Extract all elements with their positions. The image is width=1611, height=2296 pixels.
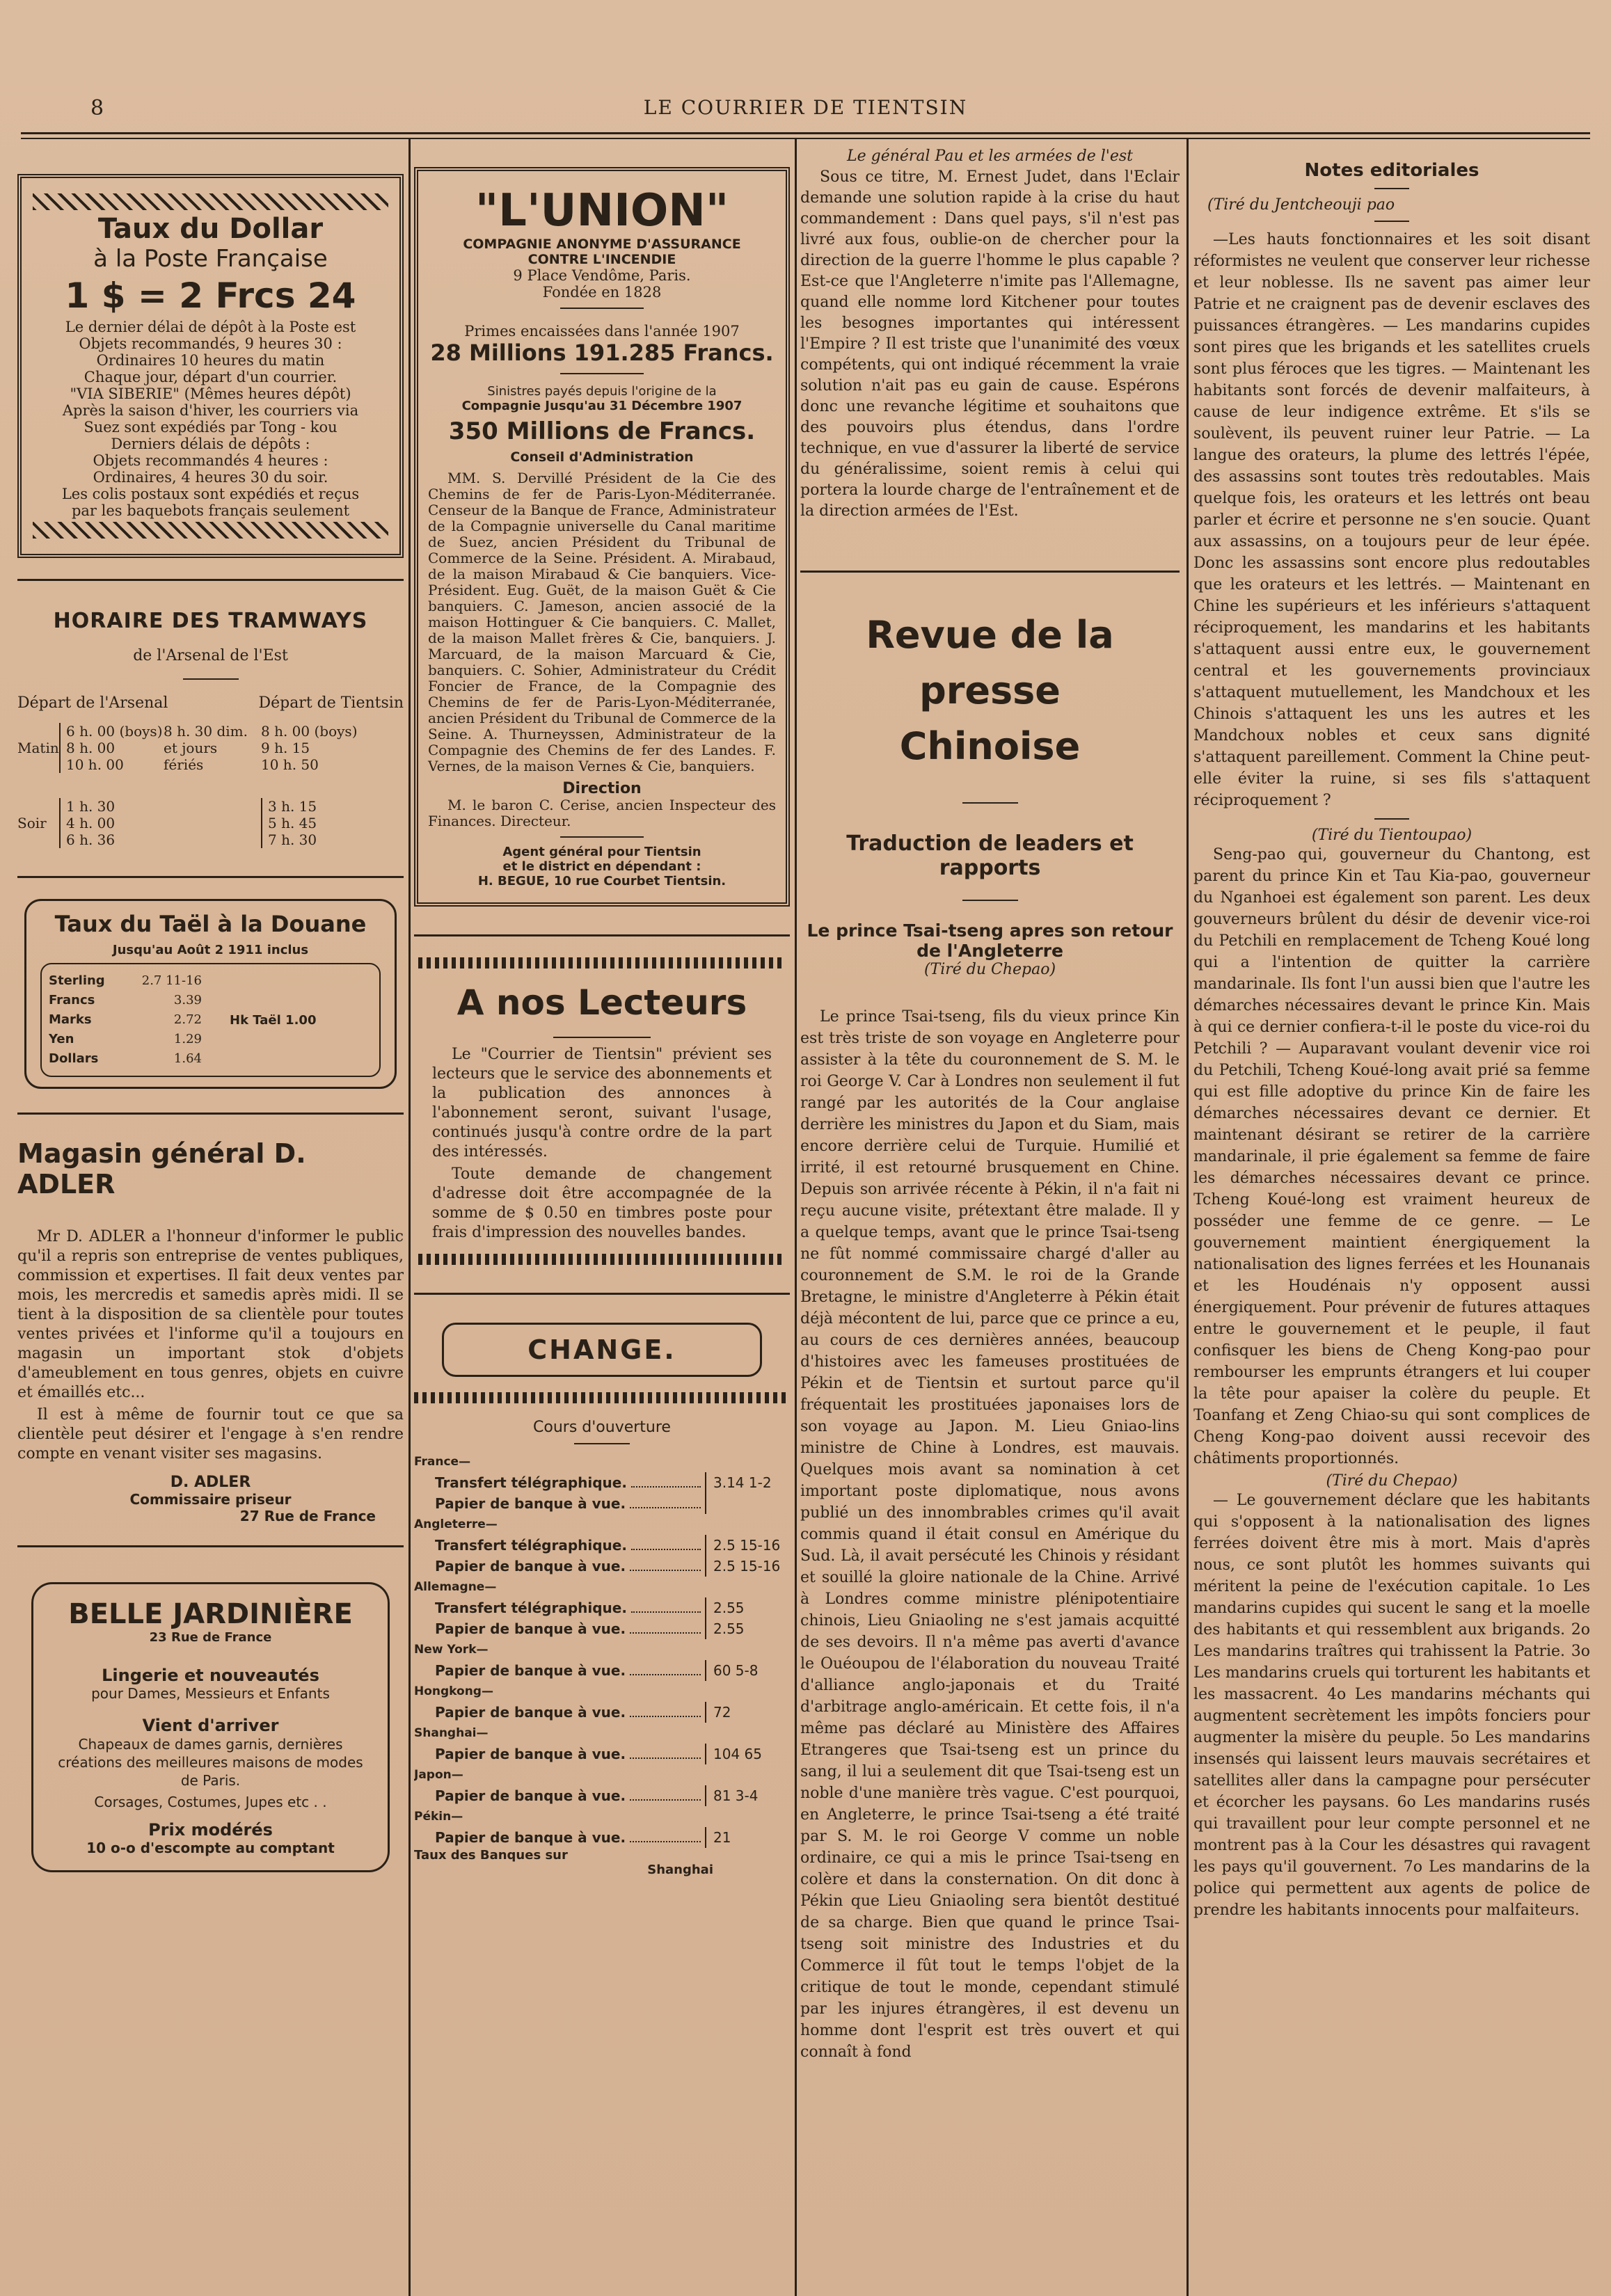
notes-source-1: (Tiré du Jentcheouji pao bbox=[1207, 196, 1395, 214]
change-value: 72 bbox=[705, 1702, 790, 1723]
morning-arsenal bbox=[59, 723, 164, 773]
header-rule-2 bbox=[21, 138, 1590, 139]
evening-label: Soir bbox=[17, 815, 47, 831]
postal-line: Ordinaires 10 heures du matin bbox=[96, 352, 325, 369]
adler-signature: D. ADLER bbox=[170, 1474, 251, 1491]
notes-paragraph-3: — Le gouvernement déclare que les habitants qui s'opposent à la nationalisation des lignes ferrées doivent être mis à mort. Mais d'après nous, ce sont plutôt les hommes suivants qui méritent la peine de l'exécution capitale. 1o Les mandarins cupides qui sucent le sang et la moelle des habitants et qui ressemblent aux brigands. 2o Les mandarins traîtres qui trahissent la Patrie. 3o Les mandarins cruels qui torturent les habitants et les massacrent. 4o Les mandarins méchants qui augmentent secrètement les impôts fonciers pour augmenter la misère du peuple. 5o Les mandarins insensés qui laissent leurs mauvais secrétaires et satellites aller dans la campagne pour persécuter et écorcher les paysans. 6o Les mandarins rusés qui travaillent pour leur compte personnel et ne montrent pas à la Cour les désastres qui ravagent les pays qu'il gouvernent. 7o Les mandarins de la police qui permettent aux agents de police de prendre les habitants innocents pour malfaiteurs. bbox=[1193, 1492, 1590, 1919]
column-separator bbox=[408, 139, 411, 2296]
union-conseil: Conseil d'Administration bbox=[510, 449, 694, 465]
change-label: Transfert télégraphique. bbox=[435, 1600, 627, 1616]
tram-time: 7 h. 30 bbox=[268, 831, 317, 848]
revue-sub-2: rapports bbox=[939, 856, 1041, 880]
change-value: 21 bbox=[705, 1827, 790, 1848]
postal-deadlines bbox=[33, 319, 388, 519]
page-number: 8 bbox=[90, 96, 104, 120]
union-sinistres-1: Sinistres payés depuis l'origine de la bbox=[487, 384, 717, 399]
belle-line-6: Prix modérés bbox=[148, 1820, 273, 1840]
postal-line: Le dernier délai de dépôt à la Poste est bbox=[65, 319, 356, 335]
union-direction-text bbox=[428, 797, 776, 829]
union-direction: Direction bbox=[562, 780, 642, 797]
short-rule bbox=[1374, 188, 1409, 189]
union-sinistres-2: Compagnie Jusqu'au 31 Décembre 1907 bbox=[461, 399, 743, 413]
leader-dots bbox=[630, 1493, 701, 1508]
short-rule bbox=[962, 900, 1018, 901]
postal-line: "VIA SIBERIE" (Mêmes heures dépôt) bbox=[70, 385, 351, 402]
divider bbox=[414, 934, 790, 936]
leader-dots bbox=[631, 1472, 701, 1488]
union-title: "L'UNION" bbox=[475, 185, 729, 237]
revue-article-title-1: Le prince Tsai-tseng apres son retour bbox=[807, 920, 1173, 941]
adler-paragraph-2: Il est à même de fournir tout ce que sa clientèle peut désirer et l'engage à s'en rendre compte en venant visiter ses magasins. bbox=[17, 1406, 404, 1462]
change-row bbox=[414, 1618, 790, 1639]
union-direction-paragraph: M. le baron C. Cerise, ancien Inspecteur des Finances. Directeur. bbox=[428, 797, 776, 829]
tael-value: 2.7 11-16 bbox=[141, 973, 202, 988]
dollar-rate: 1 $ = 2 Frcs 24 bbox=[65, 276, 356, 316]
change-row bbox=[414, 1785, 790, 1806]
ornament bbox=[414, 1392, 790, 1403]
column-2 bbox=[414, 146, 790, 2296]
change-subtitle: Cours d'ouverture bbox=[533, 1419, 671, 1436]
tael-hk: Hk Taël 1.00 bbox=[230, 1012, 317, 1028]
column-separator bbox=[795, 139, 797, 2296]
masthead: LE COURRIER DE TIENTSIN bbox=[643, 96, 968, 119]
change-value: 60 5-8 bbox=[705, 1660, 790, 1681]
tram-time: 8 h. 00 bbox=[66, 740, 116, 756]
short-rule bbox=[1374, 221, 1409, 222]
change-label: Papier de banque à vue. bbox=[435, 1620, 626, 1637]
change-label: Papier de banque à vue. bbox=[435, 1787, 626, 1804]
change-group: Pékin— bbox=[414, 1810, 463, 1824]
tael-date: Jusqu'au Août 2 1911 inclus bbox=[112, 943, 309, 957]
adler-text bbox=[17, 1227, 404, 1464]
pau-title: Le général Pau et les armées de l'est bbox=[846, 148, 1133, 165]
leader-dots bbox=[630, 1785, 701, 1801]
tael-value: 1.64 bbox=[173, 1051, 202, 1066]
column-3 bbox=[800, 146, 1180, 2296]
short-rule bbox=[962, 802, 1018, 804]
tram-time: 6 h. 00 (boys) bbox=[66, 723, 163, 740]
dollar-subtitle: à la Poste Française bbox=[93, 245, 328, 273]
leader-dots bbox=[631, 1535, 701, 1550]
tael-value: 3.39 bbox=[173, 993, 202, 1007]
column-4 bbox=[1193, 146, 1590, 2296]
change-row bbox=[414, 1660, 790, 1681]
short-rule bbox=[560, 836, 644, 838]
leader-dots bbox=[630, 1618, 701, 1634]
page-header bbox=[21, 89, 1590, 131]
dollar-title: Taux du Dollar bbox=[97, 213, 324, 245]
tael-currency: Dollars bbox=[49, 1051, 99, 1066]
revue-paragraph: Le prince Tsai-tseng, fils du vieux prince Kin est très triste de son voyage en Angleterre pour assister à la tête du couronnement de S. M. le roi George V. Car à Londres non seulement il fut rangé par les autorités de la Cour anglaise derrière les ministres du Japon et du Siam, mais encore derrière celui de Turquie. Humilié et irrité, il est retourné brusquement en Chine. Depuis son arrivée récente à Pékin, il n'a fait ni reçu aucune visite, prétextant être malade. Il y a quelque temps, avant que le prince Tsai-tseng ne fût nommé commissaire chargé d'aller au couronnement de S.M. le roi de la Grande Bretagne, le ministre d'Angleterre à Pékin était déjà mécontent de lui, parce que ce prince a eu, au cours de ces dernières années, beaucoup d'histoires avec les fameuses prostituées de Pékin et de Tientsin et surtout parce qu'il fréquentait les prostituées japonaises lors de son voyage au Japon. M. Lieu Gniao-lins ministre de Chine à Londres, est mauvais. Quelques mois avant sa nomination à cet important poste diplomatique, nous avons publié un des innombrables crimes qu'il avait commis quand il était consul en Amérique du Sud. Là, il avait persécuté les Chinois y résidant et souillé la gloire nationale de la Chine. Arrivé à Londres comme ministre plénipotentiaire chinois, Lieu Gniaoling ne s'est jamais acquitté de ses devoirs. Il n'a même pas averti d'avance le Ouéoupou de l'élaboration du nouveau Traité d'alliance anglo-japonais et du Traité d'arbitrage anglo-américain. Et cette fois, il n'a même pas déclaré au Ministère des Affaires Etrangeres que Tsai-tseng est un prince du sang, il lui a seulement dit que Tsai-tseng est un noble d'une manière très vague. C'est pourquoi, en Angleterre, le prince Tsai-tseng a été traité par S. M. le roi George V comme un noble ordinaire, ce qui a mis le prince Tsai-tseng en colère et dans la consternation. On dit donc à Pékin que Lieu Gniaoling sera bientôt destitué de sa charge. Bien que quand le prince Tsai-tseng soit ministre des Industries et du Commerce il fût tout le temps l'objet de la critique de tout le monde, cependant stimulé par les injures étrangères, il est devenu un homme dont l'esprit est très ouvert et qui connaît à fond bbox=[800, 1008, 1180, 2061]
notes-text-3 bbox=[1193, 1490, 1590, 1921]
notes-paragraph-2: Seng-pao qui, gouverneur du Chantong, est parent du prince Kin et Tau Kia-pao, gouverneur du Nganhoei est également son parent. Les deux gouverneurs brûlent du désir de devenir vice-roi du Petchili en remplacement de Tcheng Koué long qui a l'intention de quitter la carrière mandarinale. Ils font l'un aussi bien que l'autre les démarches nécessaires devant le prince Kin. Mais à qui ce dernier confiera-t-il le poste du vice-roi du Petchili ? — Auparavant voulant devenir vice roi du Petchili, Tcheng Koué-long avait prié sa femme qui est fille adoptive du prince Kin de faire les démarches nécessaires devant ce dernier. Et maintenant désirant se retirer de la carrière mandarinale, il prie également sa femme de faire les démarches nécessaires devant ce prince. Tcheng Koué-long est vraiment heureux de posséder une femme de ce genre. — Le gouvernement maintient énergiquement la nationalisation des lignes ferrées et les Hounanais et les Houdénais n'y opposent aussi énergiquement. Pour prévenir de futures attaques entre le gouvernement et le peuple, il faut confisquer les biens de Cheng Kong-pao pour rembourser les emprunts étrangers et lui couper la tête pour apaiser la colère du peuple. Et Toanfang et Zeng Chiao-su qui sont complices de Cheng Kong-pao doivent aussi recevoir des châtiments proportionnés. bbox=[1193, 846, 1590, 1467]
lecteurs-paragraph-1: Le "Courrier de Tientsin" prévient ses lecteurs que le service des abonnements et la publication des annonces à l'abonnement seront, suivant l'usage, continués jusqu'à contre ordre de la part des intéressés. bbox=[432, 1046, 772, 1161]
tael-currency: Marks bbox=[49, 1012, 92, 1027]
tael-row bbox=[49, 1030, 202, 1049]
short-rule bbox=[1374, 818, 1409, 820]
morning-tientsin bbox=[261, 723, 372, 773]
belle-line-2: pour Dames, Messieurs et Enfants bbox=[91, 1685, 330, 1702]
tael-row bbox=[49, 1010, 202, 1030]
evening-tientsin bbox=[261, 798, 379, 848]
change-value: 2.55 bbox=[705, 1618, 790, 1639]
change-title-box bbox=[442, 1323, 762, 1377]
union-conseil-paragraph: MM. S. Dervillé Président de la Cie des Chemins de fer de Paris-Lyon-Méditerranée. Censeur de la Banque de France, Administrateur de la Compagnie universelle du Canal maritime de Suez, ancien Président du Tribunal de Commerce de la Seine. Président. A. Mirabaud, de la maison Mirabaud & Cie banquiers. Vice-Président. Eug. Guët, de la maison Guët & Cie banquiers. C. Jameson, ancien associé de la maison Hottinguer & Cie banquiers. C. Mallet, de la maison Mallet frères & Cie, banquiers. J. Marcuard, de la maison Marcuard & Cie, banquiers. C. Sohier, Administrateur du Crédit Foncier de France, de la Compagnie des Chemins de fer de Paris-Lyon-Méditerranée, ancien Président du Tribunal de Commerce de la Seine. A. Thurneyssen, Administrateur de la Compagnie des Chemins de fer des Landes. F. Vernes, de la maison Vernes & Cie, banquiers. bbox=[428, 470, 776, 774]
change-shanghai: Shanghai bbox=[647, 1863, 713, 1877]
column-separator bbox=[1187, 139, 1189, 2296]
notes-text-1 bbox=[1193, 229, 1590, 811]
change-row bbox=[414, 1535, 790, 1556]
postal-line: Chaque jour, départ d'un courrier. bbox=[84, 369, 338, 385]
adler-paragraph-1: Mr D. ADLER a l'honneur d'informer le public qu'il a repris son entreprise de ventes publiques, commission et expertises. Il fait deux ventes par mois, les mercredis et samedis après midi. Il se tient à la disposition de sa clientèle pour toutes ventes privées et l'informe qu'il a toujours en magasin un important stok d'objets d'ameublement en tous genres, objets en cuivre et émaillés etc... bbox=[17, 1228, 404, 1401]
change-label: Transfert télégraphique. bbox=[435, 1537, 627, 1554]
change-row bbox=[414, 1744, 790, 1764]
change-value: 2.5 15-16 bbox=[705, 1556, 790, 1577]
union-agent-2: et le district en dépendant : bbox=[502, 859, 701, 874]
revue-title-2: Chinoise bbox=[899, 724, 1081, 768]
morning-label: Matin bbox=[17, 740, 59, 756]
tael-currency: Francs bbox=[49, 993, 95, 1007]
change-label: Papier de banque à vue. bbox=[435, 1558, 626, 1574]
tram-time: 6 h. 36 bbox=[66, 831, 116, 848]
change-row bbox=[414, 1556, 790, 1577]
union-agent-3: H. BEGUE, 10 rue Courbet Tientsin. bbox=[477, 874, 727, 888]
lecteurs-notice bbox=[414, 957, 790, 1265]
header-rule bbox=[21, 132, 1590, 134]
tramway-subtitle: de l'Arsenal de l'Est bbox=[133, 647, 288, 664]
pau-text: Sous ce titre, M. Ernest Judet, dans l'Eclair demande une solution rapide à la crise du haut commandement : Dans quel pays, s'il n'est pas livré aux fous, oublie-on de chercher pour la direction de la guerre l'homme le plus capable ? Est-ce que l'Angleterre n'imite pas l'Allemagne, quand elle nomme lord Kitchener pour toutes les besognes importantes qui intéressent l'Empire ? Il est triste que l'unanimité des vœux compétents, qui ont indiqué récemment la vraie solution n'ait pas eu gain de cause. Espérons donc une revanche légitime et souhaitons que des pouvoirs plus étendus, dans l'ordre technique, en vue d'assurer la liberté de service du généralissime, soient remis à celui qui portera la lourde charge de l'entraînement et de la direction armées de l'Est. bbox=[800, 168, 1180, 520]
union-primes-label: Primes encaissées dans l'année 1907 bbox=[464, 323, 740, 340]
union-ad bbox=[414, 167, 790, 907]
notes-title: Notes editoriales bbox=[1304, 160, 1479, 181]
change-group: Hongkong— bbox=[414, 1684, 493, 1698]
change-value: 2.5 15-16 bbox=[705, 1535, 790, 1556]
change-label: Papier de banque à vue. bbox=[435, 1704, 626, 1721]
notes-source-3: (Tiré du Chepao) bbox=[1326, 1472, 1458, 1490]
revue-title-1: Revue de la presse bbox=[866, 613, 1114, 712]
ornament bbox=[33, 522, 388, 539]
tram-note: 8 h. 30 dim. bbox=[164, 723, 248, 740]
change-label: Papier de banque à vue. bbox=[435, 1746, 626, 1762]
change-taux: Taux des Banques sur bbox=[414, 1848, 568, 1863]
tael-value: 2.72 bbox=[173, 1012, 202, 1027]
tramway-title: HORAIRE DES TRAMWAYS bbox=[53, 609, 368, 633]
tael-row bbox=[49, 1049, 202, 1069]
belle-line-4: Chapeaux de dames garnis, dernières créations des meilleures maisons de modes de Paris. bbox=[58, 1736, 363, 1789]
change-row bbox=[414, 1827, 790, 1848]
divider bbox=[800, 571, 1180, 573]
adler-title: Magasin général D. ADLER bbox=[17, 1138, 306, 1199]
tael-currency: Yen bbox=[49, 1032, 74, 1046]
change-group: Japon— bbox=[414, 1768, 463, 1782]
tram-time: 9 h. 15 bbox=[261, 740, 310, 756]
ornament bbox=[33, 193, 388, 210]
column-1 bbox=[17, 146, 404, 2296]
leader-dots bbox=[630, 1660, 701, 1675]
belle-line-1: Lingerie et nouveautés bbox=[102, 1666, 319, 1685]
belle-jardiniere-box bbox=[31, 1582, 390, 1872]
postal-line: Les colis postaux sont expédiés et reçus bbox=[61, 486, 360, 502]
divider bbox=[17, 1545, 404, 1547]
union-primes-value: 28 Millions 191.285 Francs. bbox=[430, 340, 774, 366]
tramway-col-left: Départ de l'Arsenal bbox=[17, 694, 168, 712]
revue-sub-1: Traduction de leaders et bbox=[846, 831, 1134, 856]
notes-text-2 bbox=[1193, 844, 1590, 1469]
tramway-evening bbox=[17, 798, 404, 848]
notes-paragraph-1: —Les hauts fonctionnaires et les soit disant réformistes ne veulent que conserver leur richesse et leur noblesse. Ils ne savent pas aimer leur Patrie et ne craignent pas de devenir esclaves des puissances étrangères. — Les mandarins cupides sont pires que les brigands et les satellites cruels sont plus féroces que les tigres. — Maintenant les habitants sont forcés de devenir malfaiteurs, à cause de leur indigence extrême. Et s'ils se soulèvent, ils peuvent ruiner leur Patrie. — La langue des orateurs, la plume des lettrés l'épée, des assassins sont toutes très redoutables. Mais quelque fois, les orateurs et les lettrés ont beau parler et écrire et personne ne s'en soucie. Quant aux assassins, on a toujours peur de leur épée. Donc les assassins sont encore plus redoutables que les orateurs et les lettrés. — Maintenant en Chine les supérieurs et les inférieurs s'attaquent réciproquement, les mandarins et les habitants s'attaquent aussi entre eux, le gouvernement central et les gouvernements provinciaux s'attaquent mutuellement, les Mandchoux et les Chinois s'attaquent les uns les autres et les Mandchoux nobles et ceux sans dignité s'attaquent pareillement. Comment la Chine peut-elle éviter la ruine, si ses fils s'attaquent réciproquement ? bbox=[1193, 231, 1590, 809]
tram-time: 8 h. 00 (boys) bbox=[261, 723, 358, 740]
postal-line: par les baquebots français seulement bbox=[71, 502, 350, 519]
divider bbox=[414, 1293, 790, 1295]
short-rule bbox=[183, 678, 239, 680]
change-group: Angleterre— bbox=[414, 1517, 498, 1531]
short-rule bbox=[560, 373, 644, 374]
tael-value: 1.29 bbox=[173, 1032, 202, 1046]
postal-line: Objets recommandés, 9 heures 30 : bbox=[79, 335, 342, 352]
tael-rows bbox=[49, 971, 202, 1069]
lecteurs-text bbox=[418, 1045, 786, 1243]
change-label: Papier de banque à vue. bbox=[435, 1662, 626, 1679]
postal-line: Suez sont expédiés par Tong - kou bbox=[84, 419, 338, 436]
leader-dots bbox=[630, 1744, 701, 1759]
change-group: Shanghai— bbox=[414, 1726, 489, 1740]
leader-dots bbox=[631, 1597, 701, 1613]
lecteurs-title: A nos Lecteurs bbox=[457, 982, 747, 1023]
tael-rate-box bbox=[24, 899, 397, 1089]
union-sub2: CONTRE L'INCENDIE bbox=[527, 252, 676, 267]
tael-row bbox=[49, 991, 202, 1010]
change-label: Papier de banque à vue. bbox=[435, 1495, 626, 1512]
tram-time: 1 h. 30 bbox=[66, 798, 116, 815]
evening-arsenal bbox=[59, 798, 261, 848]
revue-article-text bbox=[800, 1006, 1180, 2063]
union-sinistres-value: 350 Millions de Francs. bbox=[448, 417, 756, 445]
change-row bbox=[414, 1702, 790, 1723]
postal-line: Après la saison d'hiver, les courriers via bbox=[62, 402, 359, 419]
tram-time: 4 h. 00 bbox=[66, 815, 116, 831]
dollar-rate-box bbox=[17, 174, 404, 558]
pau-article bbox=[800, 146, 1180, 522]
spacer bbox=[17, 1199, 404, 1227]
union-conseil-text bbox=[428, 470, 776, 774]
belle-title: BELLE JARDINIÈRE bbox=[68, 1598, 353, 1630]
leader-dots bbox=[630, 1702, 701, 1717]
adler-address: 27 Rue de France bbox=[239, 1508, 376, 1524]
change-label: Transfert télégraphique. bbox=[435, 1474, 627, 1491]
revue-article-title-2: de l'Angleterre bbox=[916, 941, 1063, 961]
union-agent-1: Agent général pour Tientsin bbox=[502, 845, 701, 859]
tramway-morning bbox=[17, 723, 404, 773]
change-value: 2.55 bbox=[705, 1597, 790, 1618]
union-sub4: Fondée en 1828 bbox=[542, 284, 662, 301]
tramway-headers bbox=[17, 694, 404, 713]
ornament-bottom bbox=[418, 1254, 786, 1265]
divider bbox=[17, 579, 404, 581]
change-group: New York— bbox=[414, 1643, 489, 1657]
leader-dots bbox=[630, 1827, 701, 1842]
revue-article-source: (Tiré du Chepao) bbox=[923, 961, 1056, 978]
tram-time: 10 h. 50 bbox=[261, 756, 319, 773]
change-title: CHANGE. bbox=[527, 1334, 676, 1365]
short-rule bbox=[553, 1037, 651, 1038]
change-label: Papier de banque à vue. bbox=[435, 1829, 626, 1846]
change-group: Allemagne— bbox=[414, 1580, 497, 1594]
tael-title: Taux du Taël à la Douane bbox=[54, 911, 367, 937]
postal-line: Derniers délais de dépôts : bbox=[111, 436, 310, 452]
postal-line: Objets recommandés 4 heures : bbox=[93, 452, 328, 469]
morning-note bbox=[164, 723, 261, 773]
belle-line-7: 10 o-o d'escompte au comptant bbox=[86, 1840, 335, 1856]
union-sub3: 9 Place Vendôme, Paris. bbox=[513, 267, 691, 284]
adler-role: Commissaire priseur bbox=[129, 1491, 292, 1508]
change-value: 3.14 1-2 bbox=[705, 1472, 790, 1493]
tram-time: 10 h. 00 bbox=[66, 756, 124, 773]
tram-time: 5 h. 45 bbox=[268, 815, 317, 831]
tael-row bbox=[49, 971, 202, 991]
ornament-top bbox=[418, 957, 786, 968]
change-group: France— bbox=[414, 1455, 471, 1469]
change-row bbox=[414, 1472, 790, 1493]
tram-time: 3 h. 15 bbox=[268, 798, 317, 815]
lecteurs-paragraph-2: Toute demande de changement d'adresse doit être accompagnée de la somme de $ 0.50 en timbres poste pour frais d'impression des nouvelles bandes. bbox=[432, 1165, 772, 1241]
tram-note: et jours fériés bbox=[164, 740, 218, 773]
short-rule bbox=[560, 308, 644, 309]
exchange-rate-table bbox=[414, 1451, 790, 1848]
union-sub1: COMPAGNIE ANONYME D'ASSURANCE bbox=[463, 237, 741, 252]
divider bbox=[17, 876, 404, 878]
divider bbox=[17, 1113, 404, 1115]
tramway-col-right: Départ de Tientsin bbox=[258, 694, 404, 712]
belle-line-3: Vient d'arriver bbox=[142, 1716, 279, 1735]
change-value: 81 3-4 bbox=[705, 1785, 790, 1806]
postal-line: Ordinaires, 4 heures 30 du soir. bbox=[93, 469, 328, 486]
notes-source-2: (Tiré du Tientoupao) bbox=[1311, 827, 1473, 844]
leader-dots bbox=[630, 1556, 701, 1571]
change-row bbox=[414, 1493, 790, 1514]
change-row bbox=[414, 1597, 790, 1618]
tael-currency: Sterling bbox=[49, 973, 105, 988]
change-value bbox=[705, 1493, 790, 1514]
belle-line-5: Corsages, Costumes, Jupes etc . . bbox=[94, 1794, 327, 1810]
change-value: 104 65 bbox=[705, 1744, 790, 1764]
tael-table bbox=[40, 963, 381, 1077]
short-rule bbox=[574, 1443, 630, 1444]
belle-address: 23 Rue de France bbox=[149, 1630, 272, 1645]
